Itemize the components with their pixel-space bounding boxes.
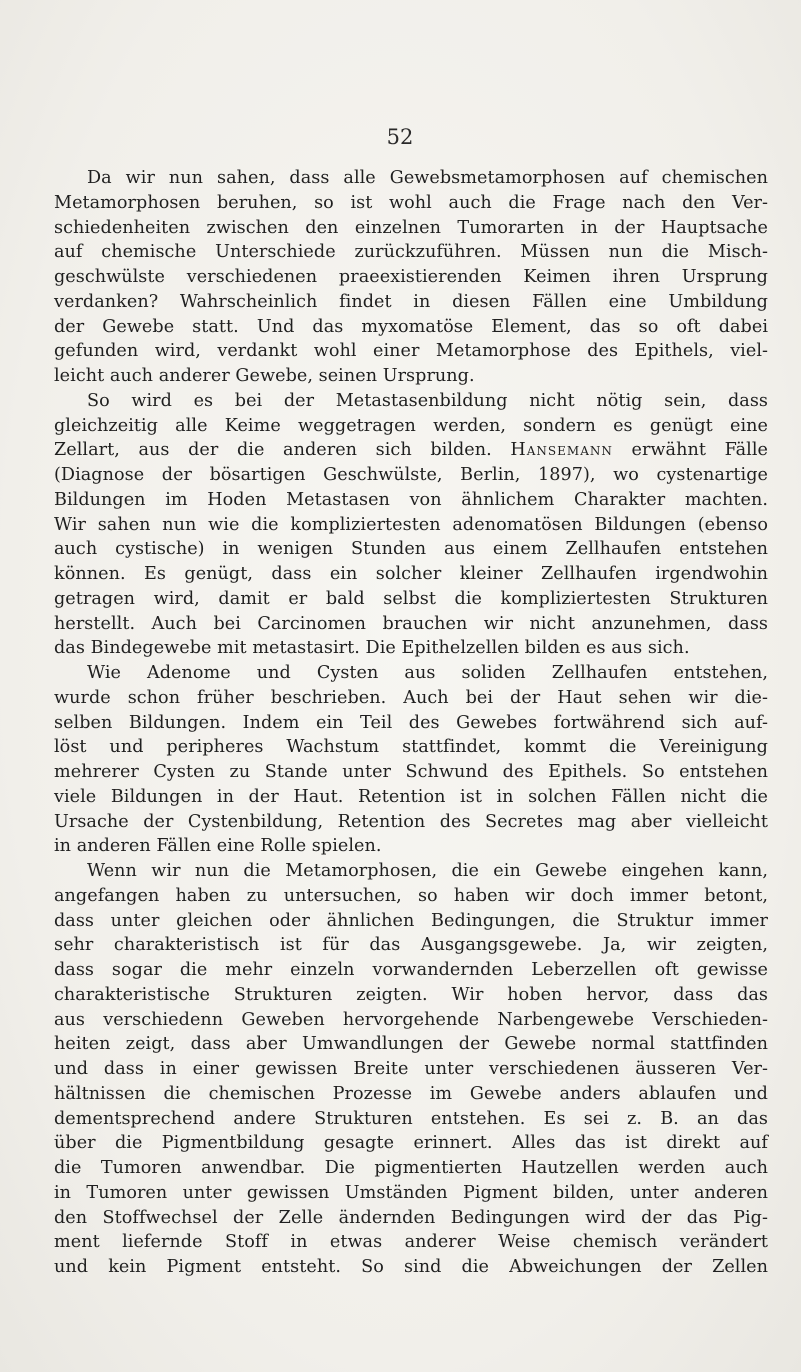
text-line: Bildungen im Hoden Metastasen von ähnlichem Charakter machten. [54,489,768,510]
text-line: und kein Pigment entsteht. So sind die Abweichungen der Zellen [54,1257,768,1277]
text-line: schiedenheiten zwischen den einzelnen Tumorarten in der Hauptsache [54,217,768,238]
text-line: können. Es genügt, dass ein solcher kleiner Zellhaufen irgendwohin [54,564,768,584]
text-line: über die Pigmentbildung gesagte erinnert. Alles das ist direkt auf [54,1133,768,1154]
text-line: charakteristische Strukturen zeigten. Wir hoben hervor, dass das [54,984,768,1005]
text-segment: erwähnt Fälle [612,440,768,461]
text-segment: Zellart, aus der die anderen sich bilden. [54,440,511,461]
text-line: dementsprechend andere Strukturen entstehen. Es sei z. B. an das [54,1108,768,1129]
text-line: geschwülste verschiedenen praeexistierenden Keimen ihren Ursprung [54,267,768,287]
text-line: leicht auch anderer Gewebe, seinen Ursprung. [54,366,475,386]
text-line: in Tumoren unter gewissen Umständen Pigment bilden, unter anderen [54,1182,768,1203]
text-line: auf chemische Unterschiede zurückzuführen. Müssen nun die Misch- [54,242,768,263]
text-line: dass unter gleichen oder ähnlichen Bedingungen, die Struktur immer [54,910,768,931]
text-line: dass sogar die mehr einzeln vorwandernden Leberzellen oft gewisse [54,960,768,980]
text-line [54,438,768,463]
text-line: das Bindegewebe mit metastasirt. Die Epithelzellen bilden es aus sich. [54,638,690,659]
text-line: mehrerer Cysten zu Stande unter Schwund des Epithels. So entstehen [54,762,768,782]
text-line: Wie Adenome und Cysten aus soliden Zellhaufen entstehen, [87,663,768,683]
text-line: Wir sahen nun wie die kompliziertesten adenomatösen Bildungen (ebenso [54,514,768,535]
text-line: verdanken? Wahrscheinlich findet in diesen Fällen eine Umbildung [54,291,768,312]
text-line: selben Bildungen. Indem ein Teil des Gewebes fortwährend sich auf- [54,712,768,733]
text-line: Wenn wir nun die Metamorphosen, die ein Gewebe eingehen kann, [87,861,768,881]
text-line: aus verschiedenn Geweben hervorgehende Narbengewebe Verschieden- [54,1009,768,1030]
text-line: in anderen Fällen eine Rolle spielen. [54,836,382,857]
text-line: herstellt. Auch bei Carcinomen brauchen wir nicht anzunehmen, dass [54,613,768,634]
text-line: den Stoffwechsel der Zelle ändernden Bedingungen wird der das Pig- [54,1207,768,1228]
text-line: löst und peripheres Wachstum stattfindet, kommt die Vereinigung [54,737,768,758]
text-line: wurde schon früher beschrieben. Auch bei der Haut sehen wir die- [54,687,768,708]
text-line: hältnissen die chemischen Prozesse im Gewebe anders ablaufen und [54,1083,768,1104]
text-line: sehr charakteristisch ist für das Ausgangsgewebe. Ja, wir zeigten, [54,935,768,956]
text-line: Ursache der Cystenbildung, Retention des Secretes mag aber vielleicht [54,811,768,832]
text-line: gefunden wird, verdankt wohl einer Metamorphose des Epithels, viel- [54,341,768,362]
text-line: (Diagnose der bösartigen Geschwülste, Berlin, 1897), wo cystenartige [54,465,768,485]
text-line: So wird es bei der Metastasenbildung nicht nötig sein, dass [87,390,768,411]
text-line: und dass in einer gewissen Breite unter verschiedenen äusseren Ver- [54,1059,768,1079]
text-line: gleichzeitig alle Keime weggetragen werden, sondern es genügt eine [54,415,768,436]
text-line: der Gewebe statt. Und das myxomatöse Element, das so oft dabei [54,316,768,337]
text-line: auch cystische) in wenigen Stunden aus einem Zellhaufen entstehen [54,539,768,560]
text-line: Metamorphosen beruhen, so ist wohl auch die Frage nach den Ver- [54,192,768,213]
text-line: getragen wird, damit er bald selbst die kompliziertesten Strukturen [54,588,768,609]
text-line: heiten zeigt, dass aber Umwandlungen der Gewebe normal stattfinden [54,1034,768,1055]
text-line: ment liefernde Stoff in etwas anderer Weise chemisch verändert [54,1232,768,1253]
text-line: viele Bildungen in der Haut. Retention ist in solchen Fällen nicht die [54,786,768,807]
text-line: Da wir nun sahen, dass alle Gewebsmetamorphosen auf chemischen [87,168,768,188]
page-number: 52 [386,125,414,149]
text-line: die Tumoren anwendbar. Die pigmentierten Hautzellen werden auch [54,1158,768,1178]
body-text [54,166,768,1280]
text-line: angefangen haben zu untersuchen, so haben wir doch immer betont, [54,885,768,906]
author-name: Hansemann [510,440,613,461]
